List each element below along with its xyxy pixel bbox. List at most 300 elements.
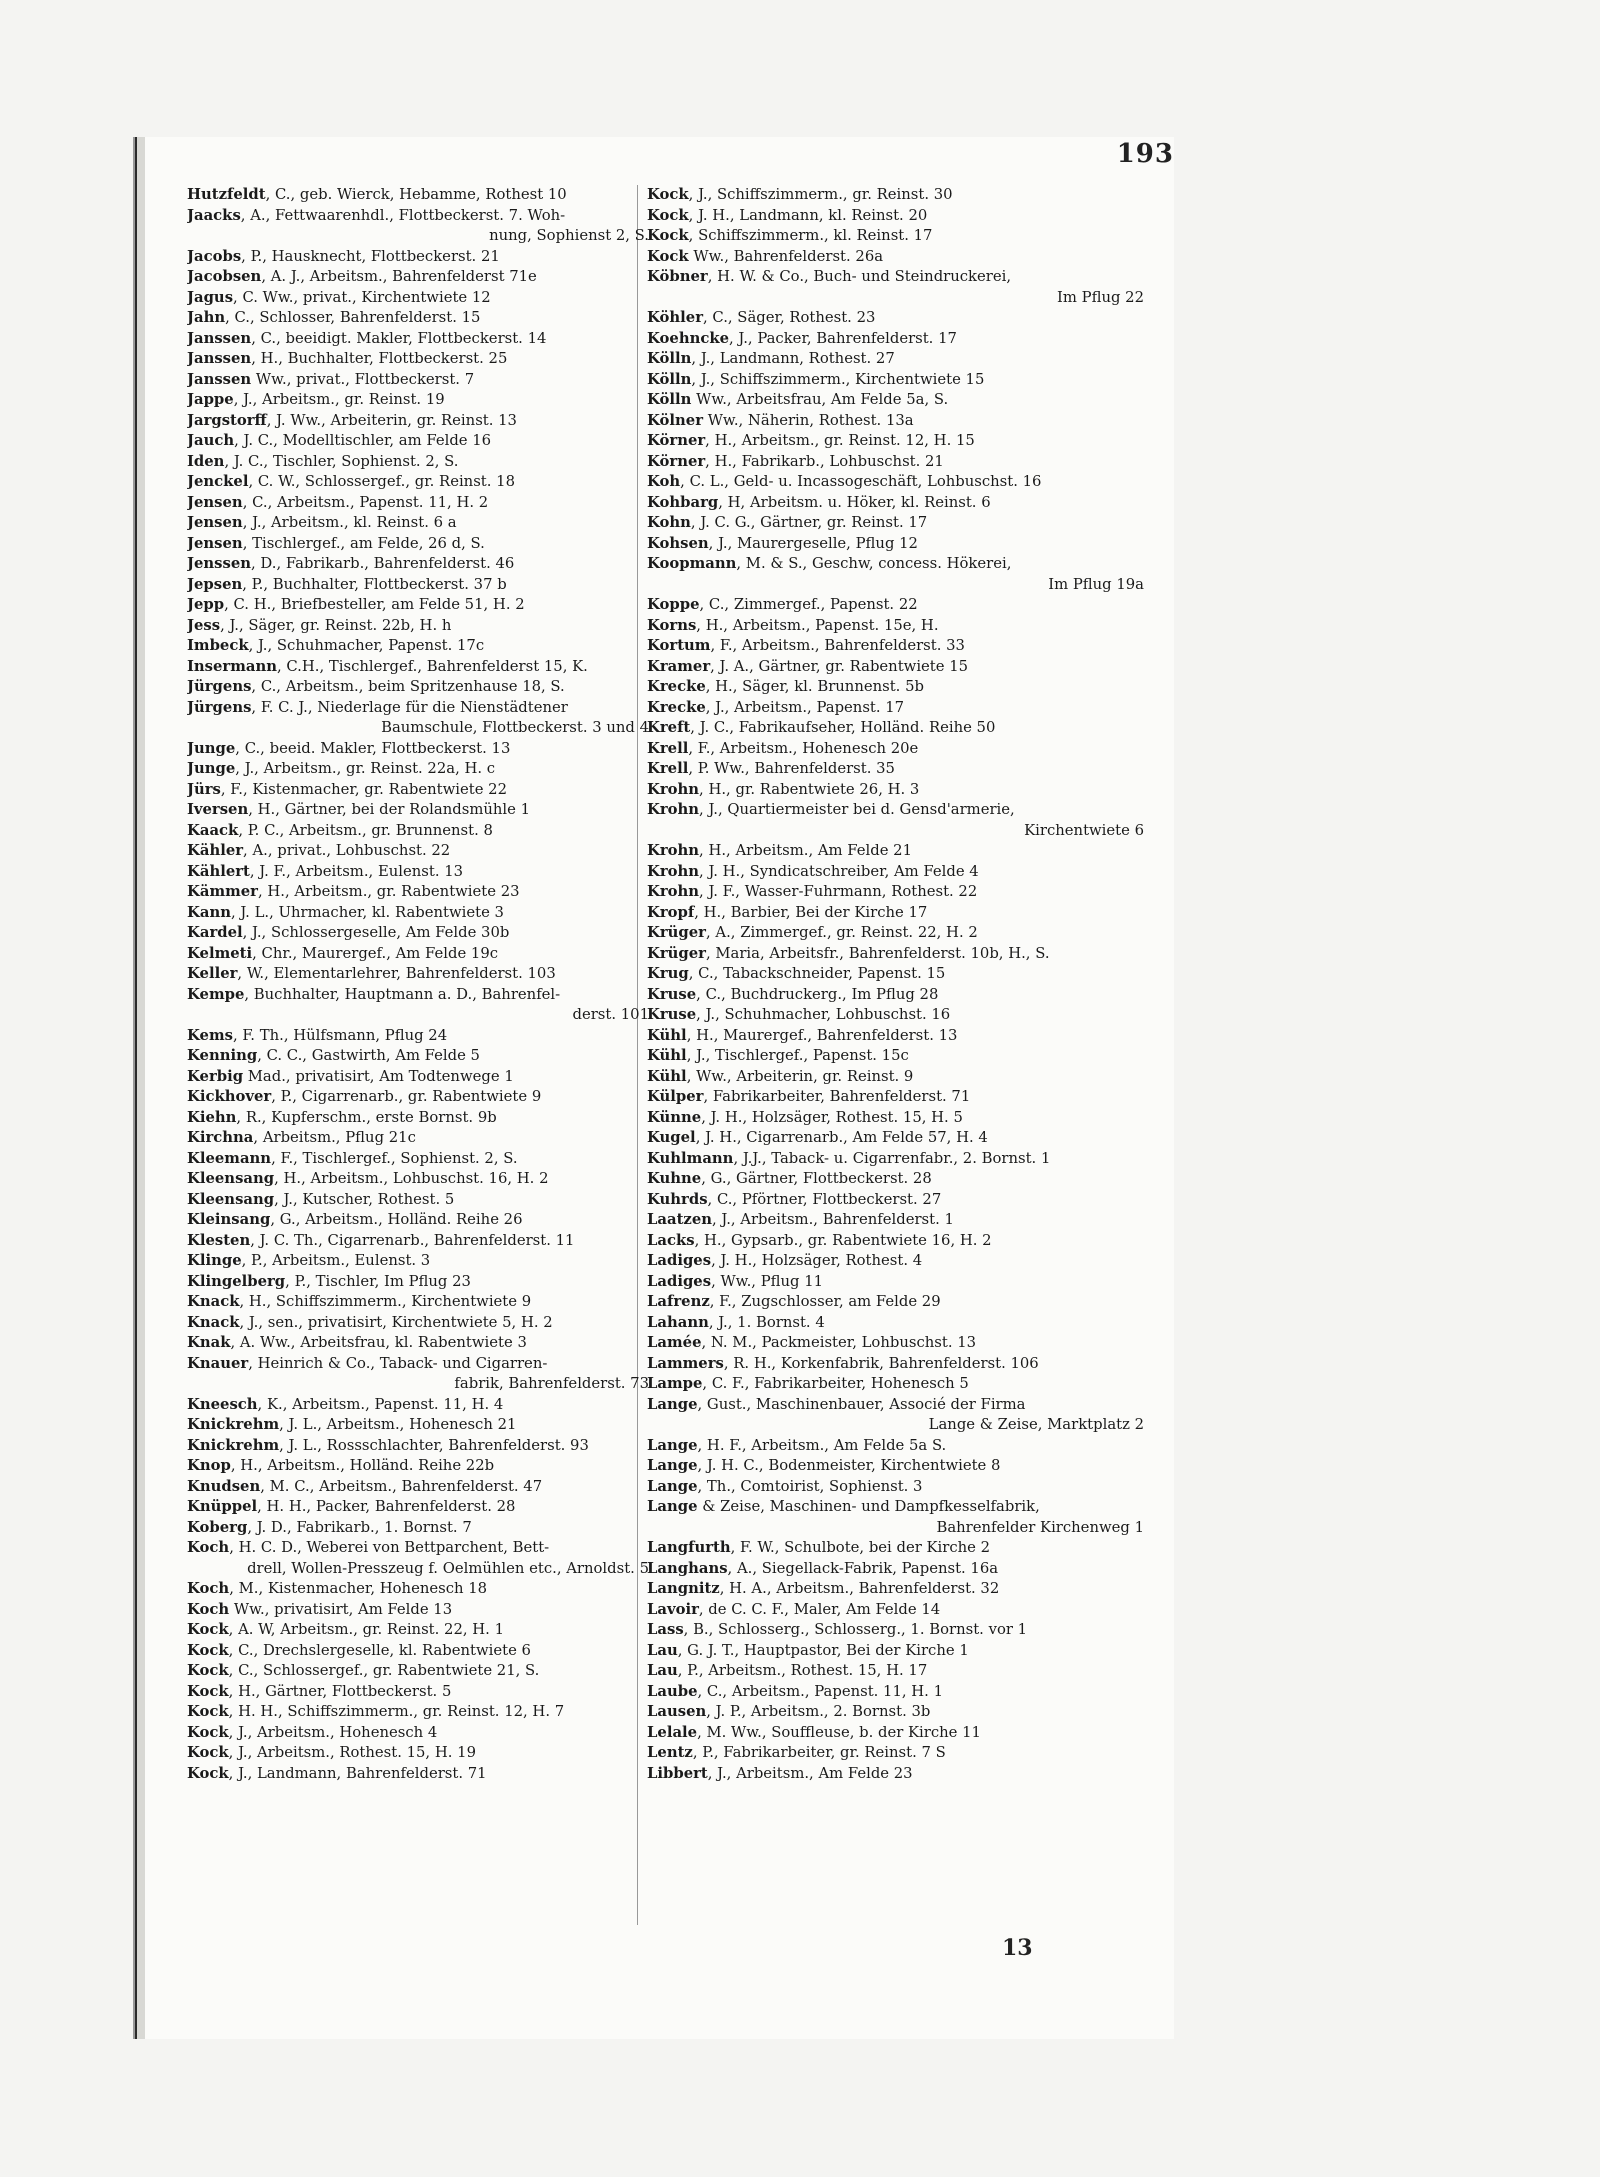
directory-entry bbox=[187, 1702, 657, 1723]
directory-entry bbox=[187, 575, 657, 596]
entry-name: Kortum bbox=[647, 637, 711, 654]
entry-details: , C. W., Schlossergef., gr. Reinst. 18 bbox=[248, 473, 515, 490]
entry-details: , J., Arbeitsm., gr. Reinst. 19 bbox=[233, 391, 445, 408]
directory-entry bbox=[187, 411, 657, 432]
entry-name: Kölln bbox=[647, 391, 692, 408]
entry-details: , P., Buchhalter, Flottbeckerst. 37 b bbox=[242, 575, 507, 593]
entry-name: Jürgens bbox=[187, 678, 252, 695]
directory-entry bbox=[187, 1682, 657, 1703]
entry-name: Kock bbox=[187, 1682, 229, 1700]
entry-name: Kühl bbox=[647, 1067, 687, 1085]
directory-entry bbox=[647, 1005, 1152, 1026]
entry-details: , H., Gärtner, bei der Rolandsmühle 1 bbox=[248, 801, 531, 818]
entry-details: , F., Zugschlosser, am Felde 29 bbox=[709, 1293, 941, 1310]
entry-name: Lange bbox=[647, 1498, 698, 1515]
entry-details: , Schiffszimmerm., kl. Reinst. 17 bbox=[688, 227, 933, 244]
entry-name: Kohsen bbox=[647, 534, 709, 552]
entry-name: Kruse bbox=[647, 985, 697, 1003]
entry-details: , H., Maurergef., Bahrenfelderst. 13 bbox=[686, 1026, 958, 1044]
directory-entry bbox=[647, 1292, 1152, 1313]
entry-details: , D., Fabrikarb., Bahrenfelderst. 46 bbox=[251, 555, 515, 572]
entry-name: Kock bbox=[647, 247, 689, 265]
directory-entry bbox=[187, 1231, 657, 1252]
entry-details: , P., Arbeitsm., Rothest. 15, H. 17 bbox=[677, 1662, 928, 1679]
directory-entry bbox=[187, 247, 657, 268]
entry-details: , C., Säger, Rothest. 23 bbox=[703, 309, 876, 326]
entry-details: , H., Gypsarb., gr. Rabentwiete 16, H. 2 bbox=[694, 1231, 992, 1249]
directory-entry bbox=[187, 1210, 657, 1231]
entry-name: Koberg bbox=[187, 1518, 248, 1536]
directory-entry bbox=[187, 390, 657, 411]
directory-entry bbox=[647, 616, 1152, 637]
entry-details: , C., Arbeitsm., beim Spritzenhause 18, S. bbox=[251, 678, 565, 695]
directory-entry bbox=[187, 1190, 657, 1211]
entry-details: , H. F., Arbeitsm., Am Felde 5a S. bbox=[697, 1436, 947, 1454]
entry-details: , C., beeidigt. Makler, Flottbeckerst. 14 bbox=[251, 329, 547, 347]
entry-name: Krüger bbox=[647, 924, 706, 941]
directory-entry bbox=[647, 1436, 1152, 1457]
entry-name: Kems bbox=[187, 1026, 233, 1044]
entry-name: Keller bbox=[187, 965, 238, 982]
entry-details: , A., Zimmergef., gr. Reinst. 22, H. 2 bbox=[705, 924, 978, 941]
entry-details: , J. C. G., Gärtner, gr. Reinst. 17 bbox=[690, 514, 928, 531]
entry-name: Kerbig bbox=[187, 1067, 244, 1085]
entry-name: Janssen bbox=[187, 329, 252, 347]
directory-entry bbox=[647, 1723, 1152, 1744]
page-spine bbox=[137, 137, 145, 2039]
directory-entry bbox=[187, 1169, 657, 1190]
entry-continuation: drell, Wollen-Presszeug f. Oelmühlen etc., Arnoldst. 5 bbox=[247, 1559, 649, 1577]
entry-details: , Heinrich & Co., Taback- und Cigarren- bbox=[248, 1354, 548, 1372]
entry-name: Krell bbox=[647, 739, 689, 757]
entry-details: , J. L., Rossschlachter, Bahrenfelderst. 93 bbox=[279, 1436, 589, 1454]
entry-details: , R., Kupferschm., erste Bornst. 9b bbox=[236, 1108, 497, 1126]
directory-entry bbox=[647, 1190, 1152, 1211]
directory-entry bbox=[187, 964, 657, 985]
entry-name: Knickrehm bbox=[187, 1416, 280, 1433]
entry-details: , J., Maurergeselle, Pflug 12 bbox=[708, 534, 918, 552]
entry-name: Klingelberg bbox=[187, 1272, 286, 1290]
entry-details: , J. C. Th., Cigarrenarb., Bahrenfelderst. 11 bbox=[250, 1231, 575, 1249]
entry-name: Lamée bbox=[647, 1334, 702, 1351]
entry-details: , J., Landmann, Bahrenfelderst. 71 bbox=[228, 1764, 487, 1782]
entry-name: Lammers bbox=[647, 1354, 724, 1372]
directory-entry bbox=[187, 841, 657, 862]
entry-name: Klesten bbox=[187, 1231, 251, 1249]
entry-name: Kölln bbox=[647, 350, 692, 367]
entry-details: , G., Gärtner, Flottbeckerst. 28 bbox=[701, 1170, 932, 1187]
directory-entry bbox=[187, 985, 657, 1026]
directory-entry bbox=[187, 1333, 657, 1354]
entry-name: Kock bbox=[647, 206, 689, 224]
entry-details: , Ww., Arbeiterin, gr. Reinst. 9 bbox=[686, 1067, 914, 1085]
entry-name: Knudsen bbox=[187, 1477, 261, 1495]
entry-details: , F., Arbeitsm., Bahrenfelderst. 33 bbox=[710, 637, 965, 654]
entry-name: Kock bbox=[647, 227, 689, 244]
entry-name: Langhans bbox=[647, 1559, 728, 1577]
entry-details: , H., Arbeitsm., Am Felde 21 bbox=[699, 842, 912, 859]
entry-name: Kugel bbox=[647, 1129, 696, 1146]
entry-name: Kleemann bbox=[187, 1149, 272, 1167]
directory-entry bbox=[187, 1661, 657, 1682]
entry-name: Lange bbox=[647, 1436, 698, 1454]
entry-name: Kock bbox=[187, 1744, 229, 1761]
entry-name: Lange bbox=[647, 1395, 698, 1413]
directory-entry bbox=[647, 985, 1152, 1006]
directory-entry bbox=[187, 595, 657, 616]
entry-details: , R. H., Korkenfabrik, Bahrenfelderst. 106 bbox=[723, 1354, 1039, 1372]
entry-name: Kock bbox=[187, 1703, 229, 1720]
entry-details: , de C. C. F., Maler, Am Felde 14 bbox=[698, 1600, 941, 1618]
entry-details: , H., Arbeitsm., Papenst. 15e, H. bbox=[696, 616, 939, 634]
entry-details: , Chr., Maurergef., Am Felde 19c bbox=[252, 944, 499, 962]
entry-details: , H., Schiffszimmerm., Kirchentwiete 9 bbox=[239, 1293, 532, 1310]
entry-name: Lampe bbox=[647, 1375, 703, 1392]
directory-entry bbox=[647, 1251, 1152, 1272]
entry-details: Ww., Bahrenfelderst. 26a bbox=[688, 247, 884, 265]
entry-details: , G. J. T., Hauptpastor, Bei der Kirche 1 bbox=[677, 1641, 969, 1659]
directory-entry bbox=[647, 1600, 1152, 1621]
directory-entry bbox=[647, 226, 1152, 247]
entry-name: Koch bbox=[187, 1539, 230, 1556]
entry-details: , C. F., Fabrikarbeiter, Hohenesch 5 bbox=[702, 1375, 969, 1392]
entry-details: & Zeise, Maschinen- und Dampfkesselfabrik, bbox=[697, 1498, 1040, 1515]
entry-name: Köbner bbox=[647, 268, 708, 285]
directory-entry bbox=[647, 493, 1152, 514]
directory-entry bbox=[187, 1600, 657, 1621]
entry-details: , Th., Comtoirist, Sophienst. 3 bbox=[697, 1477, 923, 1495]
entry-details: , J. H., Holzsäger, Rothest. 15, H. 5 bbox=[701, 1108, 963, 1126]
directory-entry bbox=[187, 657, 657, 678]
directory-entry bbox=[187, 554, 657, 575]
entry-details: , J., Quartiermeister bei d. Gensd'armerie, bbox=[699, 801, 1015, 818]
entry-details: , J., Säger, gr. Reinst. 22b, H. h bbox=[220, 616, 452, 634]
directory-entry bbox=[187, 944, 657, 965]
directory-entry bbox=[647, 390, 1152, 411]
entry-name: Jacobsen bbox=[187, 268, 262, 285]
entry-name: Lahann bbox=[647, 1313, 709, 1331]
entry-details: , H., gr. Rabentwiete 26, H. 3 bbox=[699, 780, 920, 798]
entry-name: Koch bbox=[187, 1580, 230, 1597]
entry-name: Krohn bbox=[647, 862, 700, 880]
entry-details: , C., geb. Wierck, Hebamme, Rothest 10 bbox=[265, 186, 567, 203]
directory-entry bbox=[647, 452, 1152, 473]
entry-name: Laube bbox=[647, 1682, 698, 1700]
entry-name: Jensen bbox=[187, 514, 243, 531]
entry-details: , J., Tischlergef., Papenst. 15c bbox=[686, 1047, 909, 1064]
directory-entry bbox=[647, 1272, 1152, 1293]
directory-entry bbox=[187, 1149, 657, 1170]
directory-entry bbox=[647, 841, 1152, 862]
directory-entry bbox=[647, 1210, 1152, 1231]
entry-name: Lau bbox=[647, 1662, 678, 1679]
entry-details: , J. H., Syndicatschreiber, Am Felde 4 bbox=[699, 862, 979, 880]
entry-details: , J. F., Wasser-Fuhrmann, Rothest. 22 bbox=[699, 883, 978, 900]
directory-entry bbox=[187, 1395, 657, 1416]
entry-name: Kenning bbox=[187, 1047, 258, 1064]
entry-details: , Fabrikarbeiter, Bahrenfelderst. 71 bbox=[703, 1088, 971, 1105]
directory-entry bbox=[647, 1108, 1152, 1129]
directory-entry bbox=[647, 718, 1152, 739]
directory-entry bbox=[187, 493, 657, 514]
entry-details: , C., Schlossergef., gr. Rabentwiete 21, S. bbox=[228, 1662, 540, 1679]
entry-name: Junge bbox=[187, 739, 236, 757]
entry-name: Korns bbox=[647, 616, 697, 634]
entry-name: Krug bbox=[647, 965, 689, 982]
left-column bbox=[187, 185, 657, 1784]
entry-name: Imbeck bbox=[187, 637, 249, 654]
entry-continuation: nung, Sophienst 2, S. bbox=[489, 227, 649, 244]
entry-details: , H. C. D., Weberei von Bettparchent, Bett- bbox=[229, 1539, 550, 1556]
directory-entry bbox=[187, 472, 657, 493]
entry-name: Kiehn bbox=[187, 1108, 237, 1126]
directory-entry bbox=[187, 1641, 657, 1662]
directory-entry bbox=[187, 903, 657, 924]
entry-name: Langnitz bbox=[647, 1580, 720, 1597]
entry-name: Kähler bbox=[187, 842, 244, 859]
directory-entry bbox=[187, 739, 657, 760]
entry-details: , J., Arbeitsm., Rothest. 15, H. 19 bbox=[228, 1744, 476, 1761]
entry-details: , J. H., Holzsäger, Rothest. 4 bbox=[711, 1252, 923, 1269]
entry-name: Jensen bbox=[187, 493, 243, 511]
entry-details: , P., Arbeitsm., Eulenst. 3 bbox=[241, 1252, 431, 1269]
entry-name: Kock bbox=[187, 1641, 229, 1659]
directory-entry bbox=[647, 472, 1152, 493]
entry-details: , Ww., Pflug 11 bbox=[711, 1272, 824, 1290]
entry-details: , C. Ww., privat., Kirchentwiete 12 bbox=[233, 288, 491, 306]
entry-name: Krell bbox=[647, 760, 689, 777]
directory-entry bbox=[647, 329, 1152, 350]
entry-name: Knop bbox=[187, 1457, 231, 1474]
entry-name: Kuhlmann bbox=[647, 1149, 734, 1167]
entry-details: , J., Schuhmacher, Papenst. 17c bbox=[248, 637, 485, 654]
directory-entry bbox=[187, 513, 657, 534]
page-number: 193 bbox=[1116, 139, 1174, 169]
directory-entry bbox=[647, 657, 1152, 678]
entry-name: Knack bbox=[187, 1293, 240, 1310]
entry-details: , C., Zimmergef., Papenst. 22 bbox=[699, 596, 918, 613]
entry-name: Iversen bbox=[187, 801, 249, 818]
entry-details: , J. A., Gärtner, gr. Rabentwiete 15 bbox=[710, 657, 969, 675]
entry-details: , C. H., Briefbesteller, am Felde 51, H. 2 bbox=[224, 596, 525, 613]
directory-entry bbox=[647, 780, 1152, 801]
directory-entry bbox=[647, 247, 1152, 268]
directory-entry bbox=[647, 1128, 1152, 1149]
directory-entry bbox=[647, 1374, 1152, 1395]
entry-name: Jauch bbox=[187, 432, 235, 449]
directory-entry bbox=[187, 1108, 657, 1129]
directory-entry bbox=[187, 1026, 657, 1047]
entry-details: , J. D., Fabrikarb., 1. Bornst. 7 bbox=[247, 1518, 472, 1536]
entry-details: , J. P., Arbeitsm., 2. Bornst. 3b bbox=[706, 1703, 931, 1720]
entry-details: , M. & S., Geschw, concess. Hökerei, bbox=[736, 555, 1012, 572]
entry-name: Köhler bbox=[647, 309, 703, 326]
entry-details: , H., Fabrikarb., Lohbuschst. 21 bbox=[705, 452, 944, 470]
directory-entry bbox=[647, 431, 1152, 452]
entry-name: Krohn bbox=[647, 883, 700, 900]
directory-entry bbox=[647, 411, 1152, 432]
entry-details: , M. C., Arbeitsm., Bahrenfelderst. 47 bbox=[260, 1477, 543, 1495]
entry-name: Knüppel bbox=[187, 1498, 258, 1515]
directory-entry bbox=[647, 554, 1152, 595]
directory-entry bbox=[647, 1354, 1152, 1375]
entry-details: , C. L., Geld- u. Incassogeschäft, Lohbuschst. 16 bbox=[680, 473, 1042, 490]
directory-entry bbox=[647, 370, 1152, 391]
directory-entry bbox=[647, 1743, 1152, 1764]
entry-details: , J., Arbeitsm., Bahrenfelderst. 1 bbox=[712, 1211, 954, 1228]
directory-entry bbox=[187, 698, 657, 739]
directory-entry bbox=[647, 1497, 1152, 1538]
directory-entry bbox=[647, 944, 1152, 965]
entry-details: , J. C., Tischler, Sophienst. 2, S. bbox=[224, 452, 459, 470]
entry-continuation: derst. 101 bbox=[572, 1006, 649, 1023]
directory-entry bbox=[647, 1169, 1152, 1190]
directory-entry bbox=[647, 800, 1152, 841]
entry-name: Knak bbox=[187, 1334, 231, 1351]
directory-entry bbox=[187, 780, 657, 801]
entry-name: Kardel bbox=[187, 924, 243, 941]
entry-details: , F. Th., Hülfsmann, Pflug 24 bbox=[232, 1026, 448, 1044]
entry-details: , B., Schlosserg., Schlosserg., 1. Bornst. vor 1 bbox=[683, 1621, 1028, 1638]
directory-entry bbox=[187, 1497, 657, 1518]
directory-entry bbox=[647, 677, 1152, 698]
entry-details: , H., Barbier, Bei der Kirche 17 bbox=[694, 903, 928, 921]
entry-details: , C., Arbeitsm., Papenst. 11, H. 1 bbox=[697, 1682, 944, 1700]
directory-entry bbox=[187, 923, 657, 944]
entry-details: Mad., privatisirt, Am Todtenwege 1 bbox=[243, 1067, 514, 1085]
entry-details: , J. L., Arbeitsm., Hohenesch 21 bbox=[279, 1416, 517, 1433]
entry-details: , J., Arbeitsm., Hohenesch 4 bbox=[228, 1723, 438, 1741]
entry-details: , P., Fabrikarbeiter, gr. Reinst. 7 S bbox=[692, 1744, 946, 1761]
entry-details: , H. A., Arbeitsm., Bahrenfelderst. 32 bbox=[719, 1580, 1000, 1597]
entry-name: Koopmann bbox=[647, 555, 737, 572]
entry-details: , F. C. J., Niederlage für die Nienstädtener bbox=[251, 698, 568, 716]
directory-entry bbox=[647, 595, 1152, 616]
entry-name: Ladiges bbox=[647, 1272, 712, 1290]
directory-entry bbox=[647, 1313, 1152, 1334]
directory-entry bbox=[647, 1620, 1152, 1641]
directory-entry bbox=[187, 677, 657, 698]
entry-details: , J., Packer, Bahrenfelderst. 17 bbox=[729, 329, 957, 347]
entry-details: , J., Schiffszimmerm., gr. Reinst. 30 bbox=[688, 186, 953, 203]
directory-entry bbox=[647, 739, 1152, 760]
entry-details: , Buchhalter, Hauptmann a. D., Bahrenfel- bbox=[244, 985, 561, 1003]
entry-name: Kann bbox=[187, 903, 231, 921]
entry-details: , J. H., Landmann, kl. Reinst. 20 bbox=[688, 206, 928, 224]
entry-name: Janssen bbox=[187, 370, 252, 388]
entry-details: , H., Arbeitsm., gr. Reinst. 12, H. 15 bbox=[705, 432, 975, 449]
entry-name: Kock bbox=[647, 186, 689, 203]
entry-name: Lafrenz bbox=[647, 1293, 710, 1310]
entry-details: , Tischlergef., am Felde, 26 d, S. bbox=[242, 534, 485, 552]
entry-details: , J.J., Taback- u. Cigarrenfabr., 2. Bornst. 1 bbox=[733, 1149, 1051, 1167]
entry-details: , P. C., Arbeitsm., gr. Brunnenst. 8 bbox=[238, 821, 493, 839]
entry-name: Kock bbox=[187, 1764, 229, 1782]
directory-entry bbox=[187, 452, 657, 473]
entry-name: Kock bbox=[187, 1723, 229, 1741]
entry-details: , H., Buchhalter, Flottbeckerst. 25 bbox=[251, 350, 508, 367]
directory-entry bbox=[187, 1743, 657, 1764]
directory-entry bbox=[647, 964, 1152, 985]
entry-details: , J., Landmann, Rothest. 27 bbox=[691, 350, 895, 367]
entry-details: , J. Ww., Arbeiterin, gr. Reinst. 13 bbox=[266, 411, 517, 429]
entry-name: Jargstorff bbox=[187, 411, 267, 429]
entry-details: , H. H., Packer, Bahrenfelderst. 28 bbox=[257, 1498, 516, 1515]
entry-name: Lange bbox=[647, 1457, 698, 1474]
directory-entry bbox=[187, 1620, 657, 1641]
directory-entry bbox=[647, 759, 1152, 780]
directory-entry bbox=[187, 1354, 657, 1395]
entry-name: Jenssen bbox=[187, 555, 252, 572]
directory-entry bbox=[647, 923, 1152, 944]
directory-entry bbox=[187, 1087, 657, 1108]
entry-details: , H., Arbeitsm., Lohbuschst. 16, H. 2 bbox=[274, 1170, 549, 1187]
directory-entry bbox=[647, 349, 1152, 370]
entry-details: , C., Schlosser, Bahrenfelderst. 15 bbox=[225, 309, 481, 326]
directory-entry bbox=[187, 534, 657, 555]
entry-name: Jaacks bbox=[187, 206, 241, 224]
directory-entry bbox=[187, 821, 657, 842]
entry-details: , W., Elementarlehrer, Bahrenfelderst. 103 bbox=[237, 965, 556, 982]
directory-entry bbox=[187, 1764, 657, 1785]
entry-name: Hutzfeldt bbox=[187, 186, 266, 203]
directory-entry bbox=[647, 1579, 1152, 1600]
entry-details: , H., Gärtner, Flottbeckerst. 5 bbox=[228, 1682, 452, 1700]
entry-details: , J. C., Modelltischler, am Felde 16 bbox=[234, 432, 492, 449]
entry-name: Lau bbox=[647, 1641, 678, 1659]
directory-entry bbox=[647, 1231, 1152, 1252]
entry-name: Koh bbox=[647, 473, 681, 490]
directory-entry bbox=[187, 431, 657, 452]
directory-entry bbox=[187, 308, 657, 329]
entry-details: , F., Kistenmacher, gr. Rabentwiete 22 bbox=[220, 780, 507, 798]
entry-name: Insermann bbox=[187, 657, 277, 675]
directory-entry bbox=[187, 1436, 657, 1457]
entry-name: Jahn bbox=[187, 309, 226, 326]
entry-name: Krüger bbox=[647, 944, 706, 962]
entry-name: Ladiges bbox=[647, 1252, 712, 1269]
entry-name: Langfurth bbox=[647, 1539, 731, 1556]
entry-name: Jacobs bbox=[187, 247, 242, 265]
directory-entry bbox=[647, 1477, 1152, 1498]
entry-details: , J. C., Fabrikaufseher, Holländ. Reihe 50 bbox=[690, 719, 996, 736]
directory-entry bbox=[647, 1702, 1152, 1723]
entry-name: Lange bbox=[647, 1477, 698, 1495]
directory-entry bbox=[647, 308, 1152, 329]
entry-details: , J., Arbeitsm., gr. Reinst. 22a, H. c bbox=[235, 760, 496, 777]
directory-entry bbox=[647, 698, 1152, 719]
entry-details: , J. H. C., Bodenmeister, Kirchentwiete 8 bbox=[697, 1457, 1001, 1474]
directory-entry bbox=[187, 1723, 657, 1744]
entry-name: Krohn bbox=[647, 780, 700, 798]
entry-details: , J., Schuhmacher, Lohbuschst. 16 bbox=[696, 1006, 951, 1023]
directory-entry bbox=[187, 800, 657, 821]
entry-details: , N. M., Packmeister, Lohbuschst. 13 bbox=[701, 1334, 977, 1351]
entry-details: , H. W. & Co., Buch- und Steindruckerei, bbox=[707, 268, 1012, 285]
entry-name: Iden bbox=[187, 452, 225, 470]
entry-name: Kock bbox=[187, 1621, 229, 1638]
entry-name: Knickrehm bbox=[187, 1436, 280, 1454]
entry-name: Koppe bbox=[647, 596, 700, 613]
entry-name: Kuhrds bbox=[647, 1190, 708, 1208]
entry-details: , A., Fettwaarenhdl., Flottbeckerst. 7. Woh- bbox=[240, 206, 566, 224]
directory-entry bbox=[647, 1395, 1152, 1436]
entry-name: Krohn bbox=[647, 801, 700, 818]
entry-details: , Gust., Maschinenbauer, Associé der Firma bbox=[697, 1395, 1026, 1413]
entry-name: Kölln bbox=[647, 370, 692, 388]
entry-name: Kropf bbox=[647, 903, 695, 921]
entry-details: , J., Arbeitsm., Am Felde 23 bbox=[707, 1764, 913, 1782]
